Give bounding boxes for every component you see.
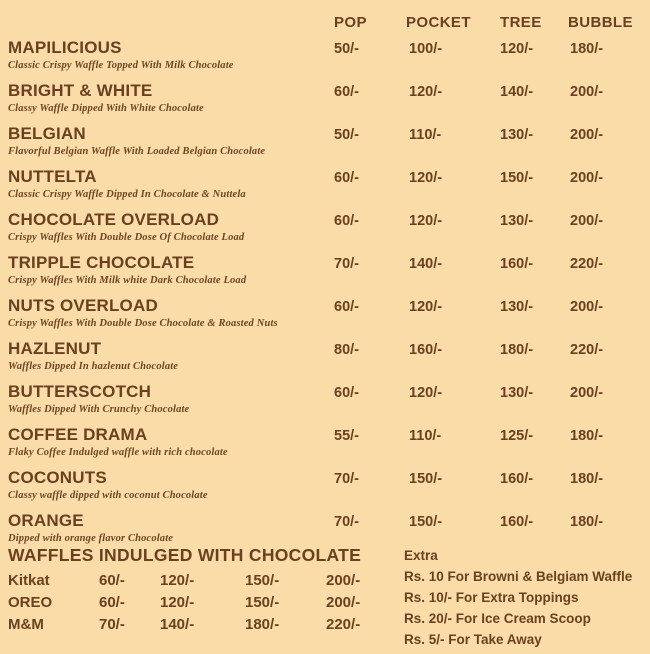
extra-title: Extra bbox=[404, 548, 438, 563]
menu-item-name: NUTTELTA bbox=[8, 167, 97, 186]
price-column-header: POP bbox=[334, 14, 367, 31]
price-column-header: TREE bbox=[500, 14, 542, 31]
indulged-item-price: 150/- bbox=[245, 572, 280, 589]
extra-lines bbox=[404, 566, 650, 650]
menu-item-price: 150/- bbox=[409, 514, 443, 530]
menu-item-description: Dipped with orange flavor Chocolate bbox=[8, 533, 174, 544]
menu-item-price: 70/- bbox=[334, 471, 359, 487]
menu-item-description: Classy waffle dipped with coconut Chocolate bbox=[8, 490, 208, 501]
bottom-section bbox=[0, 545, 650, 654]
menu-item-row bbox=[0, 296, 650, 339]
indulged-row bbox=[0, 615, 400, 637]
menu-item-price: 110/- bbox=[409, 428, 442, 444]
menu-item-price: 160/- bbox=[500, 256, 534, 272]
menu-item-price: 120/- bbox=[409, 385, 443, 401]
indulged-item-price: 60/- bbox=[99, 594, 125, 611]
menu-item-row bbox=[0, 81, 650, 124]
menu-item-price: 60/- bbox=[334, 170, 359, 186]
menu-item-price: 60/- bbox=[334, 299, 359, 315]
indulged-item-price: 150/- bbox=[245, 594, 280, 611]
menu-item-price: 150/- bbox=[500, 170, 534, 186]
indulged-item-price: 120/- bbox=[160, 594, 195, 611]
indulged-item-name: M&M bbox=[8, 616, 44, 633]
indulged-row bbox=[0, 571, 400, 593]
menu-item-price: 200/- bbox=[570, 84, 604, 100]
indulged-item-name: Kitkat bbox=[8, 572, 50, 589]
menu-item-price: 140/- bbox=[500, 84, 534, 100]
price-column-header: POCKET bbox=[406, 14, 471, 31]
extra-charge-line: Rs. 10 For Browni & Belgiam Waffle bbox=[404, 569, 633, 584]
menu-item-price: 200/- bbox=[570, 127, 604, 143]
menu-item-row bbox=[0, 124, 650, 167]
menu-item-price: 180/- bbox=[570, 428, 604, 444]
menu-item-price: 110/- bbox=[409, 127, 442, 143]
price-column-headers bbox=[0, 14, 650, 36]
menu-item-name: COCONUTS bbox=[8, 468, 107, 487]
menu-item-description: Waffles Dipped With Crunchy Chocolate bbox=[8, 404, 190, 415]
menu-item-price: 200/- bbox=[570, 170, 604, 186]
menu-item-name: BELGIAN bbox=[8, 124, 86, 143]
menu-item-price: 180/- bbox=[570, 41, 604, 57]
menu-item-name: COFFEE DRAMA bbox=[8, 425, 148, 444]
menu-item-price: 100/- bbox=[409, 41, 443, 57]
menu-item-price: 130/- bbox=[500, 385, 534, 401]
menu-item-name: HAZLENUT bbox=[8, 339, 102, 358]
menu-item-price: 180/- bbox=[500, 342, 534, 358]
menu-item-row bbox=[0, 210, 650, 253]
extra-charge-line: Rs. 5/- For Take Away bbox=[404, 632, 542, 647]
menu-item-row bbox=[0, 425, 650, 468]
indulged-item-price: 120/- bbox=[160, 572, 195, 589]
indulged-item-price: 70/- bbox=[99, 616, 125, 633]
menu-item-name: MAPILICIOUS bbox=[8, 38, 122, 57]
menu-item-name: CHOCOLATE OVERLOAD bbox=[8, 210, 220, 229]
menu-item-name: NUTS OVERLOAD bbox=[8, 296, 158, 315]
indulged-item-price: 220/- bbox=[326, 616, 361, 633]
menu-item-price: 120/- bbox=[409, 84, 443, 100]
extra-charge-line: Rs. 10/- For Extra Toppings bbox=[404, 590, 579, 605]
menu-item-description: Waffles Dipped In hazlenut Chocolate bbox=[8, 361, 179, 372]
menu-item-price: 220/- bbox=[570, 342, 604, 358]
menu-item-name: BUTTERSCOTCH bbox=[8, 382, 152, 401]
indulged-item-price: 140/- bbox=[160, 616, 195, 633]
menu-item-price: 70/- bbox=[334, 514, 359, 530]
menu-item-row bbox=[0, 253, 650, 296]
menu-item-price: 180/- bbox=[570, 514, 604, 530]
menu-item-description: Classic Crispy Waffle Topped With Milk Chocolate bbox=[8, 60, 234, 71]
menu-item-row bbox=[0, 38, 650, 81]
menu-item-price: 150/- bbox=[409, 471, 443, 487]
menu-item-description: Flaky Coffee Indulged waffle with rich chocolate bbox=[8, 447, 228, 458]
menu-item-price: 60/- bbox=[334, 213, 359, 229]
menu-item-price: 55/- bbox=[334, 428, 359, 444]
menu-item-description: Crispy Waffles With Double Dose Chocolate & Roasted Nuts bbox=[8, 318, 278, 329]
price-column-header: BUBBLE bbox=[568, 14, 633, 31]
indulged-item-price: 60/- bbox=[99, 572, 125, 589]
menu-item-price: 130/- bbox=[500, 299, 534, 315]
indulged-heading: WAFFLES INDULGED WITH CHOCOLATE bbox=[8, 545, 362, 565]
menu-item-description: Flavorful Belgian Waffle With Loaded Belgian Chocolate bbox=[8, 146, 266, 157]
menu-item-name: BRIGHT & WHITE bbox=[8, 81, 153, 100]
menu-item-price: 120/- bbox=[409, 213, 443, 229]
menu-item-price: 60/- bbox=[334, 84, 359, 100]
menu-item-price: 200/- bbox=[570, 385, 604, 401]
menu-item-price: 130/- bbox=[500, 127, 534, 143]
menu-item-price: 120/- bbox=[500, 41, 534, 57]
menu-item-price: 70/- bbox=[334, 256, 359, 272]
menu-item-description: Classic Crispy Waffle Dipped In Chocolate & Nuttela bbox=[8, 189, 246, 200]
menu-item-row bbox=[0, 382, 650, 425]
menu-item-price: 125/- bbox=[500, 428, 534, 444]
menu-item-row bbox=[0, 339, 650, 382]
menu-item-price: 140/- bbox=[409, 256, 443, 272]
menu-item-row bbox=[0, 167, 650, 210]
menu-item-row bbox=[0, 468, 650, 511]
menu-item-description: Classy Waffle Dipped With White Chocolate bbox=[8, 103, 204, 114]
menu-item-list bbox=[0, 38, 650, 554]
menu-item-name: TRIPPLE CHOCOLATE bbox=[8, 253, 195, 272]
menu-item-price: 50/- bbox=[334, 41, 359, 57]
menu-item-price: 60/- bbox=[334, 385, 359, 401]
menu-item-price: 180/- bbox=[570, 471, 604, 487]
menu-item-name: ORANGE bbox=[8, 511, 84, 530]
indulged-item-name: OREO bbox=[8, 594, 53, 611]
menu-item-description: Crispy Waffles With Double Dose Of Chocolate Load bbox=[8, 232, 245, 243]
menu-item-price: 120/- bbox=[409, 299, 443, 315]
menu-item-price: 200/- bbox=[570, 299, 604, 315]
menu-item-price: 80/- bbox=[334, 342, 359, 358]
indulged-item-price: 200/- bbox=[326, 594, 361, 611]
menu-item-price: 220/- bbox=[570, 256, 604, 272]
menu-item-price: 200/- bbox=[570, 213, 604, 229]
menu-item-price: 160/- bbox=[500, 514, 534, 530]
indulged-item-price: 200/- bbox=[326, 572, 361, 589]
menu-item-price: 160/- bbox=[500, 471, 534, 487]
menu-item-price: 130/- bbox=[500, 213, 534, 229]
menu-item-description: Crispy Waffles With Milk white Dark Chocolate Load bbox=[8, 275, 247, 286]
indulged-table bbox=[0, 571, 400, 637]
menu-item-price: 120/- bbox=[409, 170, 443, 186]
indulged-item-price: 180/- bbox=[245, 616, 280, 633]
extra-charge-line: Rs. 20/- For Ice Cream Scoop bbox=[404, 611, 591, 626]
indulged-row bbox=[0, 593, 400, 615]
menu-item-price: 160/- bbox=[409, 342, 443, 358]
extra-charges-block bbox=[404, 546, 650, 650]
menu-item-price: 50/- bbox=[334, 127, 359, 143]
